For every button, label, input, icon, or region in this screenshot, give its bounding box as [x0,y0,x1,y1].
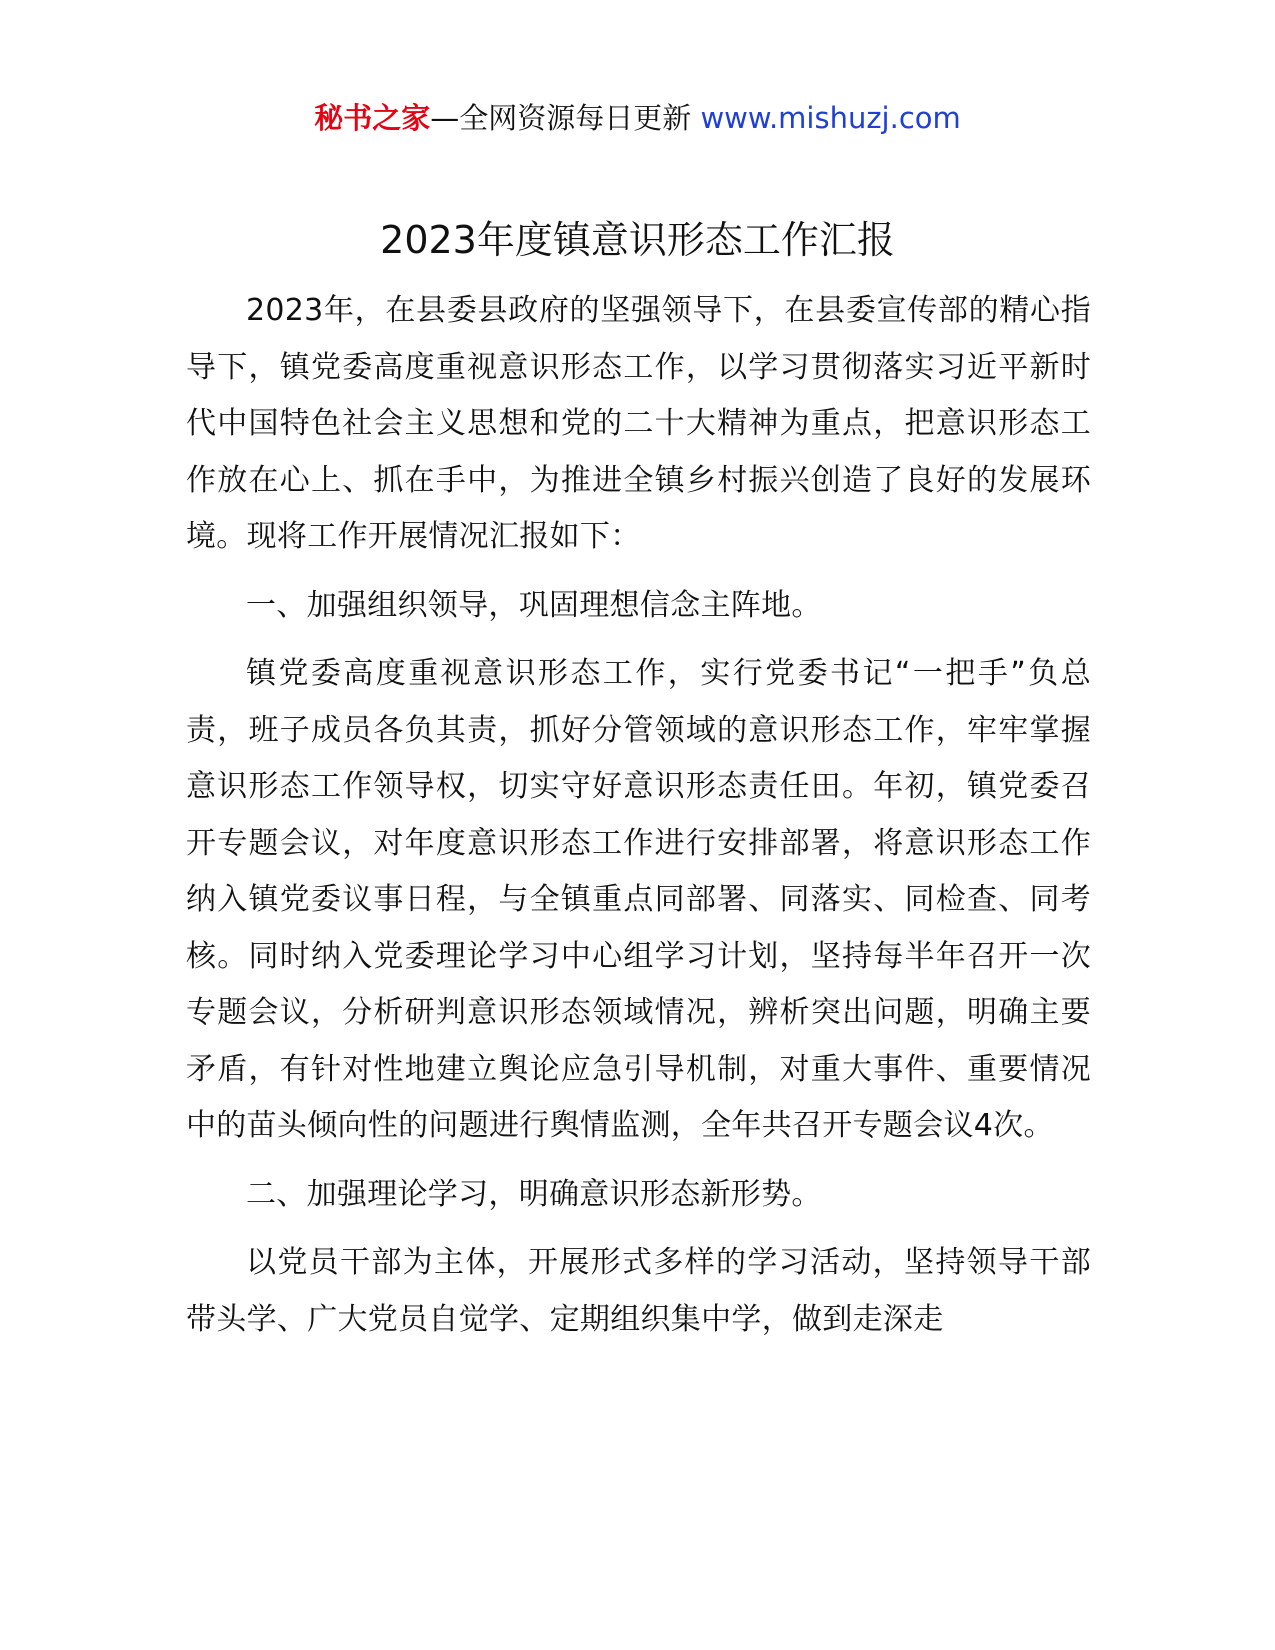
site-header [0,98,1275,138]
site-brand: 秘书之家 [314,101,431,135]
section-paragraph-1: 镇党委高度重视意识形态工作，实行党委书记“一把手”负总责，班子成员各负其责，抓好分管领域的意识形态工作，牢牢掌握意识形态工作领导权，切实守好意识形态责任田。年初，镇党委召开专题会议，对年度意识形态工作进行安排部署，将意识形态工作纳入镇党委议事日程，与全镇重点同部署、同落实、同检查、同考核。同时纳入党委理论学习中心组学习计划，坚持每半年召开一次专题会议，分析研判意识形态领域情况，辨析突出问题，明确主要矛盾，有针对性地建立舆论应急引导机制，对重大事件、重要情况中的苗头倾向性的问题进行舆情监测，全年共召开专题会议4次。 [186,656,1091,1143]
site-tagline: —全网资源每日更新 [430,101,692,135]
document-body [186,283,1091,1360]
site-url-link[interactable]: www.mishuzj.com [700,101,961,135]
section-heading-1: 一、加强组织领导，巩固理想信念主阵地。 [246,587,822,623]
document-title: 2023年度镇意识形态工作汇报 [380,218,895,262]
section-paragraph-2: 以党员干部为主体，开展形式多样的学习活动，坚持领导干部带头学、广大党员自觉学、定期组织集中学，做到走深走 [186,1245,1091,1337]
intro-paragraph: 2023年，在县委县政府的坚强领导下，在县委宣传部的精心指导下，镇党委高度重视意识形态工作，以学习贯彻落实习近平新时代中国特色社会主义思想和党的二十大精神为重点，把意识形态工作放在心上、抓在手中，为推进全镇乡村振兴创造了良好的发展环境。现将工作开展情况汇报如下： [186,293,1091,554]
section-heading-2: 二、加强理论学习，明确意识形态新形势。 [246,1176,822,1212]
